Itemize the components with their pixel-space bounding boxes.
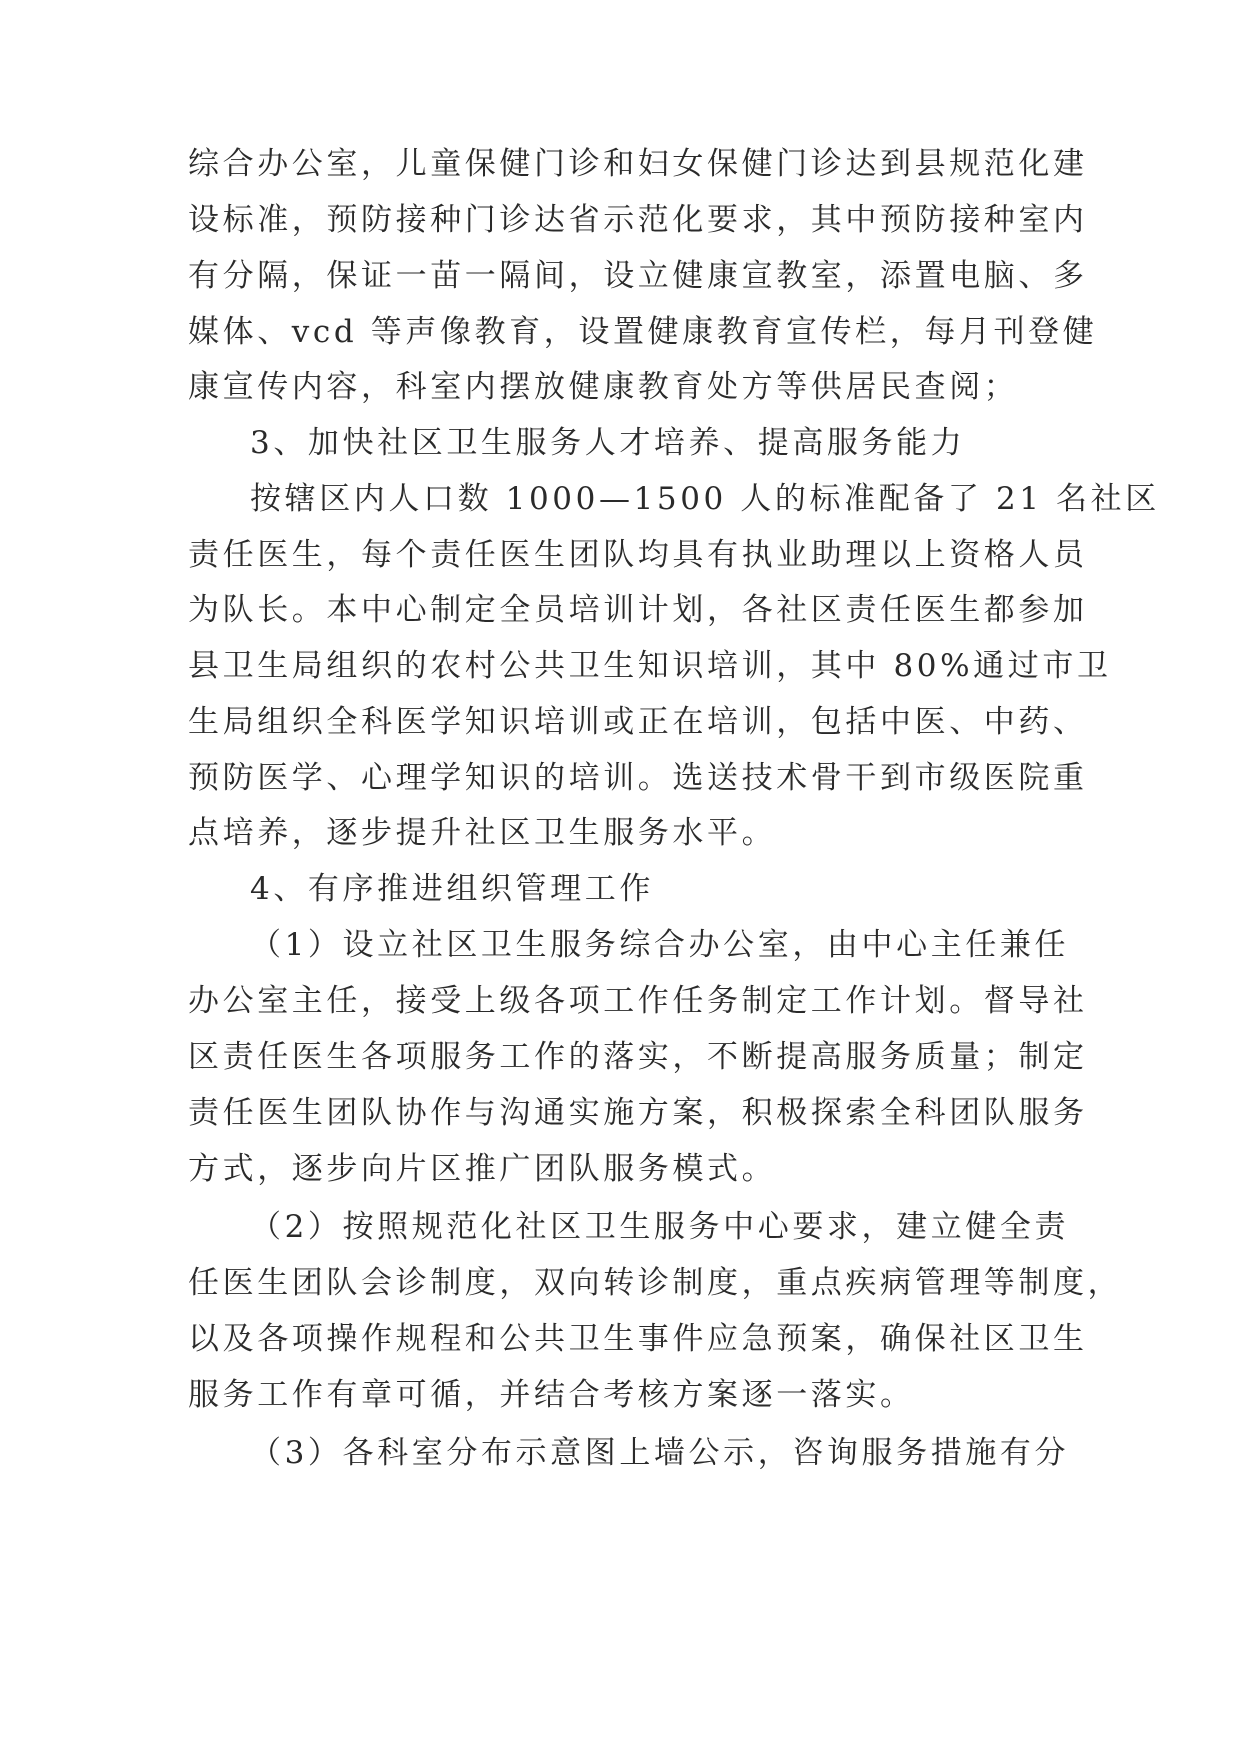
- text-line: 以及各项操作规程和公共卫生事件应急预案，确保社区卫生: [188, 1321, 1088, 1357]
- text-line: 为队长。本中心制定全员培训计划，各社区责任医生都参加: [188, 592, 1088, 628]
- text-line: 预防医学、心理学知识的培训。选送技术骨干到市级医院重: [188, 760, 1088, 796]
- section-heading: 4、有序推进组织管理工作: [250, 871, 654, 907]
- text-line: 生局组织全科医学知识培训或正在培训，包括中医、中药、: [188, 704, 1088, 740]
- text-line: （1）设立社区卫生服务综合办公室，由中心主任兼任: [250, 927, 1070, 963]
- text-line: 有分隔，保证一苗一隔间，设立健康宣教室，添置电脑、多: [188, 258, 1088, 294]
- section-heading: 3、加快社区卫生服务人才培养、提高服务能力: [250, 425, 966, 461]
- text-line: 媒体、vcd 等声像教育，设置健康教育宣传栏，每月刊登健: [188, 314, 1098, 350]
- text-line: （2）按照规范化社区卫生服务中心要求，建立健全责: [250, 1209, 1070, 1245]
- text-line: 方式，逐步向片区推广团队服务模式。: [188, 1151, 777, 1187]
- text-line: 区责任医生各项服务工作的落实，不断提高服务质量；制定: [188, 1039, 1088, 1075]
- text-line: 责任医生团队协作与沟通实施方案，积极探索全科团队服务: [188, 1095, 1088, 1131]
- text-line: 任医生团队会诊制度，双向转诊制度，重点疾病管理等制度，: [188, 1265, 1123, 1301]
- text-line: 综合办公室，儿童保健门诊和妇女保健门诊达到县规范化建: [188, 146, 1088, 182]
- text-line: 设标准，预防接种门诊达省示范化要求，其中预防接种室内: [188, 202, 1088, 238]
- text-line: 按辖区内人口数 1000—1500 人的标准配备了 21 名社区: [250, 481, 1160, 517]
- text-line: 服务工作有章可循，并结合考核方案逐一落实。: [188, 1377, 915, 1413]
- text-line: 县卫生局组织的农村公共卫生知识培训，其中 80%通过市卫: [188, 648, 1112, 684]
- text-line: 康宣传内容，科室内摆放健康教育处方等供居民查阅；: [188, 369, 1019, 405]
- text-line: 点培养，逐步提升社区卫生服务水平。: [188, 815, 777, 851]
- text-line: （3）各科室分布示意图上墙公示，咨询服务措施有分: [250, 1435, 1070, 1471]
- text-line: 责任医生，每个责任医生团队均具有执业助理以上资格人员: [188, 537, 1088, 573]
- text-line: 办公室主任，接受上级各项工作任务制定工作计划。督导社: [188, 983, 1088, 1019]
